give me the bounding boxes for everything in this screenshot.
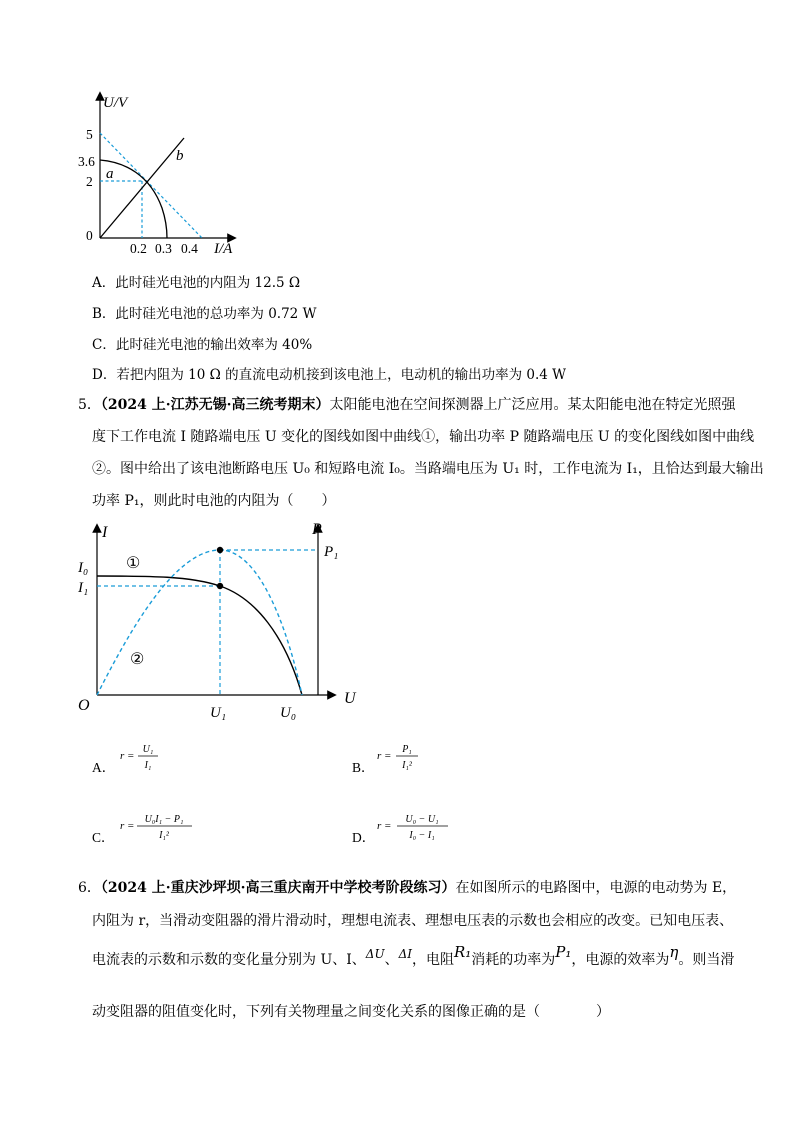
line-b-label: b bbox=[176, 148, 184, 164]
svg-text:r =: r = bbox=[120, 750, 135, 762]
origin-label: O bbox=[78, 697, 90, 714]
curve-1-label: ① bbox=[126, 555, 141, 572]
i0-label: I₀ bbox=[78, 560, 89, 576]
figure-i-p-u-graph bbox=[70, 520, 370, 720]
curve-1-i-u bbox=[97, 576, 302, 695]
i1-label: I₁ bbox=[78, 580, 89, 596]
figure-u-i-graph bbox=[80, 90, 260, 255]
symbol-delta-u: ΔU bbox=[365, 947, 385, 961]
y-tick-5: 5 bbox=[86, 127, 93, 142]
q5-option-d[interactable] bbox=[350, 805, 490, 847]
svg-text:U₀I₁ − P₁: U₀I₁ − P₁ bbox=[144, 814, 184, 825]
svg-text:r =: r = bbox=[120, 820, 135, 832]
q5-option-c[interactable] bbox=[90, 805, 230, 847]
q6-number: 6． bbox=[78, 880, 101, 896]
i1-point bbox=[217, 583, 223, 589]
svg-text:D．: D． bbox=[352, 830, 376, 845]
symbol-p1: P₁ bbox=[555, 943, 572, 961]
dashed-line-diagonal bbox=[100, 133, 202, 238]
p1-label: P₁ bbox=[324, 544, 339, 560]
svg-text:P₁: P₁ bbox=[402, 744, 412, 755]
u0-label: U₀ bbox=[280, 705, 297, 721]
q6-line-1: 6．（2024 上·重庆沙坪坝·高三重庆南开中学校考阶段练习）在如图所示的电路图中，电源的电动势为 E， bbox=[78, 880, 737, 896]
x-axis-label: I/A bbox=[214, 241, 233, 257]
u1-label: U₁ bbox=[210, 705, 227, 721]
x-tick-0-2: 0.2 bbox=[130, 241, 147, 256]
max-power-point bbox=[217, 547, 223, 553]
svg-text:I₁²: I₁² bbox=[159, 830, 169, 841]
origin-label: 0 bbox=[86, 228, 93, 243]
y-axis-label: U/V bbox=[103, 95, 128, 111]
y-tick-3-6: 3.6 bbox=[78, 154, 95, 169]
x-tick-0-4: 0.4 bbox=[181, 241, 198, 256]
line-b bbox=[100, 138, 184, 238]
q6-source: （2024 上·重庆沙坪坝·高三重庆南开中学校考阶段练习） bbox=[100, 880, 456, 896]
svg-text:I₀ − I₁: I₀ − I₁ bbox=[409, 830, 435, 841]
curve-a-label: a bbox=[106, 166, 114, 182]
svg-text:I₁: I₁ bbox=[144, 760, 152, 771]
symbol-eta: η bbox=[669, 943, 679, 961]
q6-line-3: 电流表的示数和示数的变化量分别为 U、I、ΔU、ΔI，电阻R₁消耗的功率为P₁，电源的效率为η。则当滑 bbox=[92, 943, 735, 968]
svg-text:I₁²: I₁² bbox=[402, 760, 412, 771]
svg-text:A．: A． bbox=[92, 760, 116, 775]
q4-option-d[interactable]: D．若把内阻为 10 Ω 的直流电动机接到该电池上，电动机的输出功率为 0.4 W bbox=[92, 367, 566, 383]
p-axis-label: P bbox=[312, 521, 322, 538]
svg-text:U₁: U₁ bbox=[142, 744, 154, 755]
curve-2-label: ② bbox=[130, 651, 145, 668]
q5-line-2: 度下工作电流 I 随路端电压 U 变化的图线如图中曲线①，输出功率 P 随路端电压 U 的变化图线如图中曲线 bbox=[92, 429, 755, 445]
i-axis-label: I bbox=[102, 524, 108, 541]
u-axis-label: U bbox=[344, 690, 356, 707]
q6-line-2: 内阻为 r，当滑动变阻器的滑片滑动时，理想电流表、理想电压表的示数也会相应的改变。已知电压表、 bbox=[92, 913, 734, 929]
q4-option-b[interactable]: B．此时硅光电池的总功率为 0.72 W bbox=[92, 306, 317, 322]
x-tick-0-3: 0.3 bbox=[155, 241, 172, 256]
svg-text:C．: C． bbox=[92, 830, 115, 845]
q5-number: 5． bbox=[78, 397, 101, 413]
svg-text:r =: r = bbox=[377, 820, 392, 832]
q4-option-a[interactable]: A．此时硅光电池的内阻为 12.5 Ω bbox=[92, 275, 301, 291]
q6-line-4: 动变阻器的阻值变化时，下列有关物理量之间变化关系的图像正确的是（ ） bbox=[92, 1004, 610, 1020]
symbol-delta-i: ΔI bbox=[398, 947, 412, 961]
q5-option-b[interactable] bbox=[350, 735, 450, 777]
svg-text:U₀ − U₁: U₀ − U₁ bbox=[405, 814, 439, 825]
q5-option-a[interactable] bbox=[90, 735, 180, 777]
q5-source: （2024 上·江苏无锡·高三统考期末） bbox=[100, 397, 330, 413]
q5-line-3: ②。图中给出了该电池断路电压 U₀ 和短路电流 I₀。当路端电压为 U₁ 时，工作电流为 I₁，且恰达到最大输出 bbox=[92, 461, 764, 477]
svg-text:r =: r = bbox=[377, 750, 392, 762]
svg-text:B．: B． bbox=[352, 760, 375, 775]
q4-option-c[interactable]: C．此时硅光电池的输出效率为 40% bbox=[92, 337, 313, 353]
symbol-r1: R₁ bbox=[453, 943, 472, 961]
q5-line-1: 5．（2024 上·江苏无锡·高三统考期末）太阳能电池在空间探测器上广泛应用。某太阳能电池在特定光照强 bbox=[78, 397, 736, 413]
q5-line-4: 功率 P₁，则此时电池的内阻为（ ） bbox=[92, 493, 336, 509]
y-tick-2: 2 bbox=[86, 174, 93, 189]
